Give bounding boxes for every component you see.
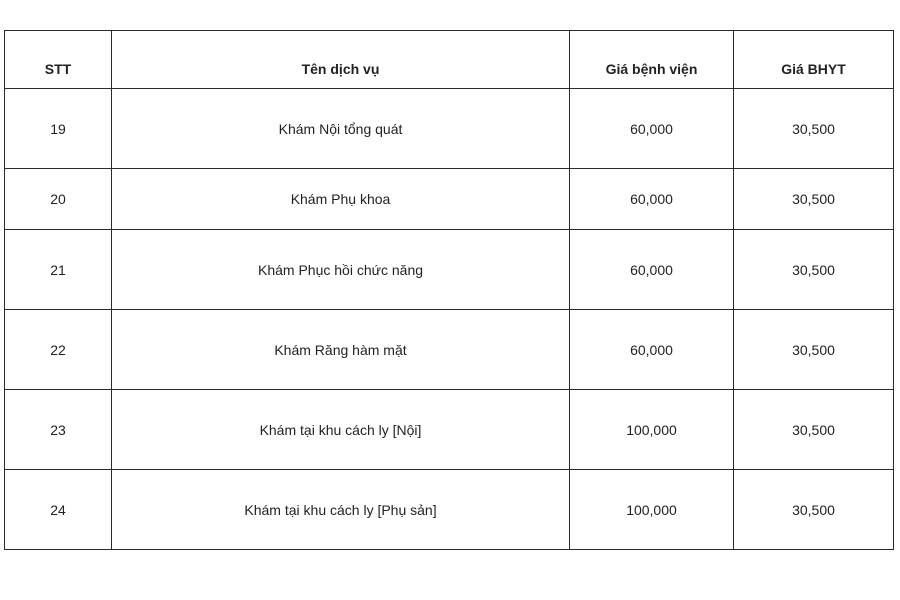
header-service-name: Tên dịch vụ	[112, 31, 570, 89]
cell-bhyt-price: 30,500	[734, 169, 894, 230]
header-stt: STT	[5, 31, 112, 89]
table-row	[5, 390, 894, 470]
cell-hospital-price: 60,000	[570, 169, 734, 230]
header-hospital-price: Giá bệnh viện	[570, 31, 734, 89]
cell-stt: 21	[5, 230, 112, 310]
table-header-row	[5, 31, 894, 89]
cell-service-name: Khám Răng hàm mặt	[112, 310, 570, 390]
cell-stt: 19	[5, 89, 112, 169]
cell-service-name: Khám Phục hồi chức năng	[112, 230, 570, 310]
cell-hospital-price: 100,000	[570, 390, 734, 470]
cell-hospital-price: 60,000	[570, 89, 734, 169]
cell-service-name: Khám tại khu cách ly [Nội]	[112, 390, 570, 470]
cell-stt: 24	[5, 470, 112, 550]
cell-bhyt-price: 30,500	[734, 89, 894, 169]
table-row	[5, 169, 894, 230]
cell-hospital-price: 100,000	[570, 470, 734, 550]
table-row	[5, 310, 894, 390]
header-bhyt-price: Giá BHYT	[734, 31, 894, 89]
cell-hospital-price: 60,000	[570, 310, 734, 390]
cell-stt: 22	[5, 310, 112, 390]
cell-stt: 23	[5, 390, 112, 470]
cell-service-name: Khám Phụ khoa	[112, 169, 570, 230]
cell-bhyt-price: 30,500	[734, 310, 894, 390]
cell-hospital-price: 60,000	[570, 230, 734, 310]
cell-bhyt-price: 30,500	[734, 390, 894, 470]
cell-stt: 20	[5, 169, 112, 230]
table-row	[5, 470, 894, 550]
price-table	[4, 30, 894, 550]
cell-bhyt-price: 30,500	[734, 230, 894, 310]
table-row	[5, 89, 894, 169]
table-row	[5, 230, 894, 310]
cell-service-name: Khám Nội tổng quát	[112, 89, 570, 169]
cell-service-name: Khám tại khu cách ly [Phụ sản]	[112, 470, 570, 550]
cell-bhyt-price: 30,500	[734, 470, 894, 550]
